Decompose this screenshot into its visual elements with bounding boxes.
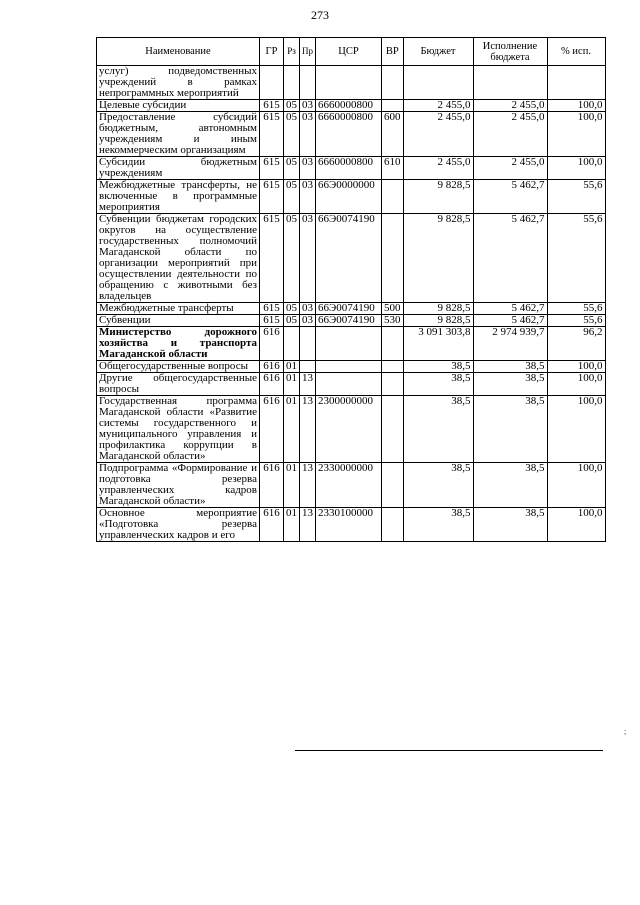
row-pct-cell: 100,0 xyxy=(547,508,605,542)
header-budget: Бюджет xyxy=(403,38,473,66)
row-execution-cell: 38,5 xyxy=(473,508,547,542)
row-csr-cell: 6660000800 xyxy=(316,112,382,157)
table-row xyxy=(97,315,606,327)
header-pct: % исп. xyxy=(547,38,605,66)
row-name-cell: Межбюджетные трансферты, не включенные в программные мероприятия xyxy=(97,180,260,214)
row-budget-cell: 2 455,0 xyxy=(403,100,473,112)
header-gr: ГР xyxy=(260,38,284,66)
row-name-cell: Основное мероприятие «Подготовка резерва управленческих кадров и его xyxy=(97,508,260,542)
row-name-cell: Субсидии бюджетным учреждениям xyxy=(97,157,260,180)
row-pct-cell: 100,0 xyxy=(547,112,605,157)
row-vr-cell xyxy=(382,508,404,542)
row-rz-cell: 01 xyxy=(284,463,300,508)
row-name-cell: Целевые субсидии xyxy=(97,100,260,112)
row-gr-cell: 616 xyxy=(260,508,284,542)
row-rz-cell: 05 xyxy=(284,315,300,327)
row-execution-cell: 5 462,7 xyxy=(473,214,547,303)
table-row xyxy=(97,508,606,542)
header-execution: Исполнение бюджета xyxy=(473,38,547,66)
row-execution-cell xyxy=(473,66,547,100)
row-csr-cell: 66Э0074190 xyxy=(316,214,382,303)
row-rz-cell: 01 xyxy=(284,361,300,373)
row-budget-cell: 38,5 xyxy=(403,361,473,373)
row-rz-cell: 05 xyxy=(284,214,300,303)
row-pct-cell: 100,0 xyxy=(547,157,605,180)
row-budget-cell: 9 828,5 xyxy=(403,214,473,303)
table-row xyxy=(97,327,606,361)
table-row xyxy=(97,180,606,214)
row-pr-cell: 13 xyxy=(300,508,316,542)
row-execution-cell: 5 462,7 xyxy=(473,180,547,214)
row-vr-cell xyxy=(382,180,404,214)
row-rz-cell: 01 xyxy=(284,373,300,396)
row-csr-cell xyxy=(316,66,382,100)
row-vr-cell xyxy=(382,373,404,396)
row-vr-cell xyxy=(382,66,404,100)
row-gr-cell: 615 xyxy=(260,303,284,315)
row-csr-cell: 6660000800 xyxy=(316,100,382,112)
table-row xyxy=(97,361,606,373)
bottom-rule xyxy=(295,750,603,751)
row-name-cell: Межбюджетные трансферты xyxy=(97,303,260,315)
row-gr-cell: 616 xyxy=(260,396,284,463)
row-vr-cell xyxy=(382,214,404,303)
row-gr-cell: 616 xyxy=(260,373,284,396)
row-rz-cell: 05 xyxy=(284,100,300,112)
page-number: 273 xyxy=(311,8,329,22)
row-name-cell: Общегосударственные вопросы xyxy=(97,361,260,373)
table-row xyxy=(97,303,606,315)
row-name-cell: Предоставление субсидий бюджетным, автономным учреждениям и иным некоммерческим организациям xyxy=(97,112,260,157)
row-name-cell: услуг) подведомственных учреждений в рамках непрограммных мероприятий xyxy=(97,66,260,100)
row-vr-cell: 600 xyxy=(382,112,404,157)
row-rz-cell: 01 xyxy=(284,396,300,463)
row-pr-cell xyxy=(300,66,316,100)
table-row xyxy=(97,66,606,100)
row-rz-cell: 05 xyxy=(284,157,300,180)
row-pct-cell: 55,6 xyxy=(547,315,605,327)
row-name-cell: Государственная программа Магаданской области «Развитие системы государственного и муниципального управления и профилактика коррупции в Магаданской области» xyxy=(97,396,260,463)
row-rz-cell xyxy=(284,327,300,361)
row-vr-cell: 610 xyxy=(382,157,404,180)
row-budget-cell: 2 455,0 xyxy=(403,112,473,157)
table-row xyxy=(97,463,606,508)
row-name-cell: Субвенции бюджетам городских округов на осуществление государственных полномочий Магаданской области по организации мероприятий при осуществлении деятельности по обращению с животными без владельцев xyxy=(97,214,260,303)
row-pct-cell: 96,2 xyxy=(547,327,605,361)
header-pr: Пр xyxy=(300,38,316,66)
row-csr-cell: 2330100000 xyxy=(316,508,382,542)
header-rz: Рз xyxy=(284,38,300,66)
row-execution-cell: 2 455,0 xyxy=(473,157,547,180)
row-vr-cell: 500 xyxy=(382,303,404,315)
row-execution-cell: 5 462,7 xyxy=(473,303,547,315)
row-execution-cell: 38,5 xyxy=(473,361,547,373)
row-name-cell: Другие общегосударственные вопросы xyxy=(97,373,260,396)
row-execution-cell: 2 974 939,7 xyxy=(473,327,547,361)
row-vr-cell xyxy=(382,463,404,508)
header-csr: ЦСР xyxy=(316,38,382,66)
row-pct-cell xyxy=(547,66,605,100)
row-pct-cell: 55,6 xyxy=(547,180,605,214)
row-budget-cell xyxy=(403,66,473,100)
row-gr-cell: 615 xyxy=(260,112,284,157)
row-gr-cell: 616 xyxy=(260,361,284,373)
row-execution-cell: 38,5 xyxy=(473,373,547,396)
row-gr-cell: 615 xyxy=(260,157,284,180)
row-rz-cell xyxy=(284,66,300,100)
row-execution-cell: 2 455,0 xyxy=(473,100,547,112)
row-vr-cell xyxy=(382,327,404,361)
row-budget-cell: 9 828,5 xyxy=(403,180,473,214)
row-name-cell: Субвенции xyxy=(97,315,260,327)
table-row xyxy=(97,100,606,112)
edge-mark: ; xyxy=(624,727,627,736)
row-csr-cell: 2300000000 xyxy=(316,396,382,463)
row-budget-cell: 9 828,5 xyxy=(403,303,473,315)
row-pct-cell: 100,0 xyxy=(547,361,605,373)
row-csr-cell: 66Э0074190 xyxy=(316,303,382,315)
row-csr-cell xyxy=(316,327,382,361)
row-budget-cell: 38,5 xyxy=(403,373,473,396)
row-rz-cell: 05 xyxy=(284,180,300,214)
row-pct-cell: 55,6 xyxy=(547,303,605,315)
row-name-cell: Министерство дорожного хозяйства и транспорта Магаданской области xyxy=(97,327,260,361)
row-budget-cell: 38,5 xyxy=(403,508,473,542)
row-pr-cell: 03 xyxy=(300,303,316,315)
row-pct-cell: 100,0 xyxy=(547,396,605,463)
row-csr-cell: 2330000000 xyxy=(316,463,382,508)
row-execution-cell: 38,5 xyxy=(473,463,547,508)
row-budget-cell: 9 828,5 xyxy=(403,315,473,327)
row-pr-cell xyxy=(300,327,316,361)
row-pr-cell xyxy=(300,361,316,373)
table-row xyxy=(97,214,606,303)
row-pr-cell: 03 xyxy=(300,100,316,112)
table-row xyxy=(97,112,606,157)
row-gr-cell: 615 xyxy=(260,315,284,327)
row-execution-cell: 2 455,0 xyxy=(473,112,547,157)
table-row xyxy=(97,396,606,463)
row-budget-cell: 2 455,0 xyxy=(403,157,473,180)
row-gr-cell: 615 xyxy=(260,100,284,112)
row-name-cell: Подпрограмма «Формирование и подготовка резерва управленческих кадров Магаданской области» xyxy=(97,463,260,508)
table-row xyxy=(97,373,606,396)
row-gr-cell xyxy=(260,66,284,100)
row-pct-cell: 100,0 xyxy=(547,100,605,112)
row-pct-cell: 55,6 xyxy=(547,214,605,303)
row-gr-cell: 616 xyxy=(260,327,284,361)
row-execution-cell: 5 462,7 xyxy=(473,315,547,327)
row-gr-cell: 615 xyxy=(260,180,284,214)
row-vr-cell xyxy=(382,361,404,373)
row-rz-cell: 05 xyxy=(284,112,300,157)
row-vr-cell: 530 xyxy=(382,315,404,327)
row-vr-cell xyxy=(382,100,404,112)
row-csr-cell: 66Э0000000 xyxy=(316,180,382,214)
row-budget-cell: 38,5 xyxy=(403,396,473,463)
row-csr-cell: 6660000800 xyxy=(316,157,382,180)
row-pr-cell: 13 xyxy=(300,373,316,396)
row-pr-cell: 03 xyxy=(300,157,316,180)
row-csr-cell: 66Э0074190 xyxy=(316,315,382,327)
row-gr-cell: 616 xyxy=(260,463,284,508)
row-vr-cell xyxy=(382,396,404,463)
row-pr-cell: 03 xyxy=(300,112,316,157)
row-csr-cell xyxy=(316,361,382,373)
budget-execution-table xyxy=(96,37,606,542)
row-rz-cell: 05 xyxy=(284,303,300,315)
row-csr-cell xyxy=(316,373,382,396)
row-pct-cell: 100,0 xyxy=(547,373,605,396)
row-pr-cell: 03 xyxy=(300,315,316,327)
row-pct-cell: 100,0 xyxy=(547,463,605,508)
header-vr: ВР xyxy=(382,38,404,66)
row-pr-cell: 03 xyxy=(300,214,316,303)
row-pr-cell: 13 xyxy=(300,463,316,508)
header-name: Наименование xyxy=(97,38,260,66)
row-execution-cell: 38,5 xyxy=(473,396,547,463)
row-budget-cell: 3 091 303,8 xyxy=(403,327,473,361)
row-gr-cell: 615 xyxy=(260,214,284,303)
table-header-row xyxy=(97,38,606,66)
table-row xyxy=(97,157,606,180)
row-rz-cell: 01 xyxy=(284,508,300,542)
row-pr-cell: 13 xyxy=(300,396,316,463)
row-pr-cell: 03 xyxy=(300,180,316,214)
row-budget-cell: 38,5 xyxy=(403,463,473,508)
